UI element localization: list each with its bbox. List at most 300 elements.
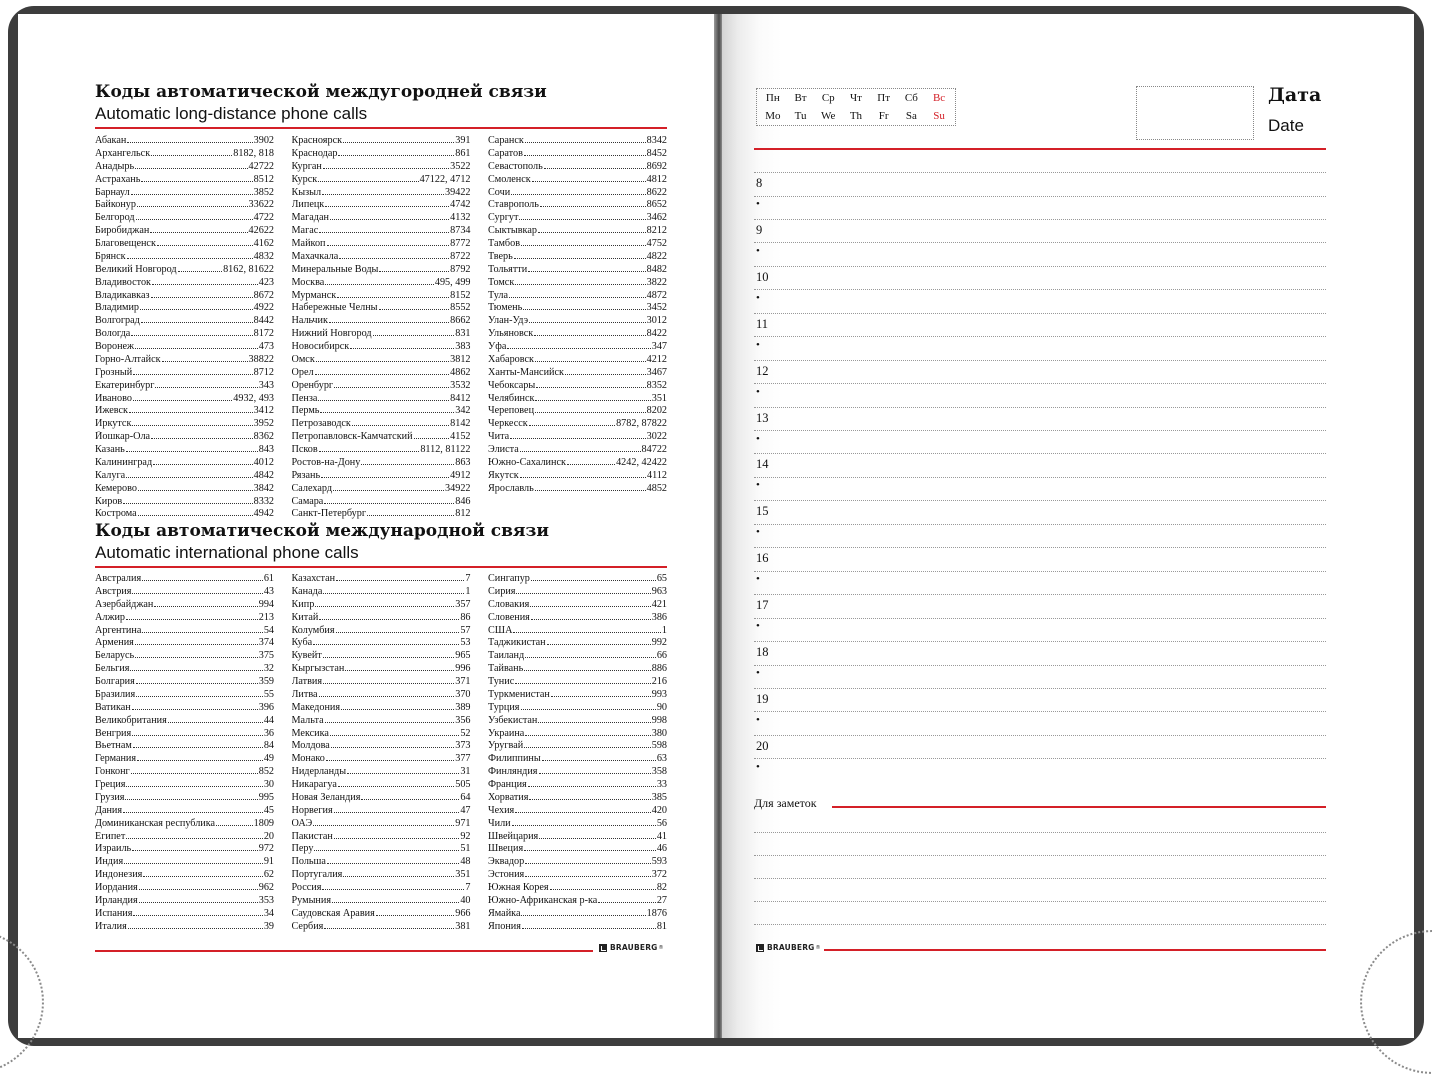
dot-leader: [133, 400, 232, 401]
city-code: 3822: [646, 276, 667, 288]
dot-leader: [123, 812, 263, 813]
country-entry: [488, 792, 667, 805]
dot-leader: [534, 335, 645, 336]
dot-leader: [524, 155, 646, 156]
brauberg-logo-left: [599, 943, 664, 952]
country-entry: [488, 818, 667, 831]
brand-mark: ®: [815, 944, 821, 951]
city-name: Красноярск: [291, 135, 343, 146]
half-hour-line[interactable]: [754, 242, 1326, 243]
dot-leader: [540, 206, 646, 207]
city-name: Уфа: [488, 341, 507, 352]
country-entry: [95, 818, 274, 831]
country-entry: [95, 882, 274, 895]
country-code: 40: [460, 894, 471, 906]
city-name: Смоленск: [488, 173, 531, 185]
country-entry: [488, 831, 667, 844]
city-name: Кемерово: [95, 482, 137, 494]
country-code: 48: [460, 856, 471, 868]
city-entry: [95, 161, 274, 174]
dot-leader: [322, 194, 444, 195]
city-entry: [292, 238, 471, 251]
dot-leader: [341, 709, 454, 710]
city-code: 812: [455, 508, 471, 520]
notes-divider: [832, 806, 1326, 808]
city-code: 383: [455, 341, 471, 352]
country-entry: [292, 586, 471, 599]
date-header-divider: [754, 148, 1326, 150]
country-entry: [488, 805, 667, 818]
dot-leader: [338, 155, 454, 156]
hour-line[interactable]: [754, 594, 1326, 595]
half-hour-line[interactable]: [754, 196, 1326, 197]
city-code: 4942: [253, 508, 274, 520]
country-code: 375: [258, 650, 274, 662]
weekday-3[interactable]: Ср: [821, 92, 835, 104]
country-code: 41: [656, 830, 667, 842]
city-name: Самара: [291, 495, 324, 507]
city-entry: [292, 161, 471, 174]
city-entry: [95, 431, 274, 444]
dot-leader: [139, 889, 258, 890]
dot-leader: [137, 206, 248, 207]
notes-line[interactable]: [754, 901, 1326, 902]
country-code: 33: [656, 779, 667, 790]
city-entry: [292, 431, 471, 444]
dot-leader: [330, 219, 449, 220]
city-code: 342: [455, 405, 471, 417]
city-entry: [95, 405, 274, 418]
city-entry: [95, 444, 274, 457]
dot-leader: [151, 155, 232, 156]
city-entry: [292, 393, 471, 406]
country-entry: [488, 702, 667, 715]
city-name: Благовещенск: [95, 238, 156, 249]
country-code: 389: [455, 701, 471, 713]
dot-leader: [524, 747, 651, 748]
country-entry: [488, 663, 667, 676]
country-name: Египет: [95, 830, 126, 842]
dot-leader: [321, 477, 449, 478]
weekday-4[interactable]: Чт: [849, 92, 862, 104]
country-code: 593: [651, 856, 667, 868]
country-code: 47: [460, 804, 471, 816]
hour-label: 17: [756, 598, 769, 613]
dot-leader: [138, 515, 253, 516]
dot-leader: [316, 361, 449, 362]
city-name: Абакан: [95, 135, 127, 146]
country-name: Бразилия: [95, 688, 136, 700]
country-entry: [292, 921, 471, 934]
dot-leader: [525, 657, 656, 658]
hour-line[interactable]: [754, 313, 1326, 314]
city-name: Череповец: [488, 405, 535, 417]
dot-leader: [536, 387, 645, 388]
city-entry: [95, 251, 274, 264]
half-hour-line[interactable]: [754, 524, 1326, 525]
hour-line[interactable]: [754, 219, 1326, 220]
hour-label: 13: [756, 410, 769, 425]
dot-leader: [334, 387, 449, 388]
city-name: Ставрополь: [488, 199, 539, 211]
international-divider: [95, 566, 667, 568]
city-name: Сыктывкар: [488, 225, 537, 237]
dot-leader: [538, 722, 650, 723]
dot-leader: [133, 747, 263, 748]
weekday-6[interactable]: Sa: [905, 110, 917, 122]
dot-leader: [128, 928, 263, 929]
city-name: Казань: [95, 444, 125, 455]
city-code: 343: [258, 379, 274, 391]
dot-leader: [519, 219, 645, 220]
dot-leader: [339, 258, 449, 259]
city-code: 84722: [641, 444, 667, 455]
notes-line[interactable]: [754, 924, 1326, 925]
country-entry: [292, 599, 471, 612]
dot-leader: [124, 863, 263, 864]
city-code: 8652: [646, 199, 667, 211]
country-entry: [292, 818, 471, 831]
city-name: Курск: [291, 173, 318, 185]
city-code: 4752: [646, 238, 667, 249]
country-entry: [95, 676, 274, 689]
country-entry: [488, 612, 667, 625]
hour-line[interactable]: [754, 688, 1326, 689]
city-entry: [292, 470, 471, 483]
country-entry: [292, 728, 471, 741]
dot-leader: [136, 696, 263, 697]
city-entry: [292, 148, 471, 161]
country-entry: [488, 715, 667, 728]
city-name: Якутск: [488, 469, 519, 481]
half-hour-line[interactable]: [754, 665, 1326, 666]
city-entry: [95, 238, 274, 251]
country-code: 91: [263, 856, 274, 868]
dot-leader: [512, 825, 656, 826]
city-code: 8662: [450, 315, 471, 327]
city-name: Брянск: [95, 250, 126, 262]
dot-leader: [334, 812, 460, 813]
city-entry: [292, 135, 471, 148]
dot-leader: [352, 425, 449, 426]
dot-leader: [542, 760, 656, 761]
city-code: 8452: [646, 147, 667, 159]
country-entry: [95, 740, 274, 753]
country-code: 65: [656, 573, 667, 584]
international-column-1: [95, 573, 274, 934]
dot-leader: [141, 181, 252, 182]
weekday-2[interactable]: Tu: [794, 110, 807, 122]
dot-leader: [334, 838, 459, 839]
country-name: Новая Зеландия: [291, 791, 361, 803]
weekday-7[interactable]: Su: [933, 110, 945, 122]
dot-leader: [153, 464, 252, 465]
half-hour-line[interactable]: [754, 430, 1326, 431]
country-entry: [95, 625, 274, 638]
dot-leader: [367, 515, 454, 516]
city-code: 8512: [253, 173, 274, 185]
city-entry: [95, 380, 274, 393]
city-entry: [292, 483, 471, 496]
country-entry: [488, 895, 667, 908]
date-box[interactable]: [1136, 86, 1254, 140]
domestic-column-1: [95, 135, 274, 521]
weekday-7[interactable]: Вс: [932, 92, 946, 104]
brand-name: BRAUBERG: [610, 943, 658, 952]
half-hour-bullet: •: [756, 479, 760, 492]
country-code: 66: [656, 650, 667, 662]
hour-line[interactable]: [754, 641, 1326, 642]
country-code: 1: [661, 624, 667, 636]
city-entry: [488, 277, 667, 290]
city-name: Магас: [291, 225, 319, 237]
half-hour-line[interactable]: [754, 336, 1326, 337]
country-code: 1809: [253, 817, 274, 829]
half-hour-bullet: •: [756, 338, 760, 351]
footer-divider-right: [824, 949, 1326, 951]
brand-name: BRAUBERG: [767, 943, 815, 952]
city-entry: [488, 431, 667, 444]
dot-leader: [336, 632, 460, 633]
weekday-5[interactable]: Пт: [877, 92, 891, 104]
dot-leader: [131, 194, 253, 195]
country-code: 86: [460, 611, 471, 623]
city-entry: [292, 367, 471, 380]
city-entry: [488, 405, 667, 418]
country-name: Саудовская Аравия: [291, 907, 375, 919]
hour-label: 10: [756, 269, 769, 284]
dot-leader: [318, 181, 418, 182]
country-code: 55: [263, 688, 274, 700]
weekday-1[interactable]: Пн: [765, 92, 780, 104]
country-name: Алжир: [95, 611, 126, 623]
country-name: Кувейт: [291, 650, 322, 662]
country-entry: [488, 766, 667, 779]
city-code: 4212: [646, 353, 667, 365]
country-name: Монако: [291, 753, 325, 765]
city-entry: [488, 341, 667, 354]
hour-line[interactable]: [754, 407, 1326, 408]
half-hour-bullet: •: [756, 385, 760, 398]
weekday-1[interactable]: Mo: [765, 110, 781, 122]
city-entry: [95, 508, 274, 521]
country-name: Вьетнам: [95, 740, 132, 752]
city-name: Йошкар-Ола: [95, 431, 151, 443]
country-name: Эстония: [488, 869, 525, 881]
dot-leader: [525, 142, 646, 143]
hour-line[interactable]: [754, 735, 1326, 736]
dot-leader: [131, 335, 252, 336]
dot-leader: [347, 773, 459, 774]
city-code: 4722: [253, 212, 274, 224]
city-code: 3462: [646, 212, 667, 224]
country-name: Италия: [95, 920, 127, 932]
city-name: Рязань: [291, 469, 321, 481]
country-code: 1876: [646, 907, 667, 919]
country-code: 963: [651, 585, 667, 597]
dot-leader: [135, 644, 258, 645]
city-name: Чебоксары: [488, 379, 536, 391]
country-code: 356: [455, 714, 471, 726]
dot-leader: [550, 889, 656, 890]
city-name: Тула: [488, 289, 508, 301]
city-code: 4152: [450, 431, 471, 443]
weekday-4[interactable]: Th: [849, 110, 863, 122]
city-entry: [488, 212, 667, 225]
city-entry: [292, 225, 471, 238]
country-code: 385: [651, 791, 667, 803]
half-hour-line[interactable]: [754, 477, 1326, 478]
country-entry: [95, 702, 274, 715]
city-code: 8692: [646, 160, 667, 172]
city-code: 8782, 87822: [616, 418, 667, 430]
dot-leader: [535, 490, 646, 491]
city-code: 38822: [248, 353, 274, 365]
city-name: Архангельск: [95, 147, 151, 159]
dot-leader: [379, 271, 449, 272]
dot-leader: [511, 194, 645, 195]
country-entry: [95, 637, 274, 650]
hour-line[interactable]: [754, 500, 1326, 501]
dot-leader: [331, 747, 454, 748]
notes-line[interactable]: [754, 832, 1326, 833]
dot-leader: [324, 928, 454, 929]
city-entry: [95, 264, 274, 277]
country-name: Бельгия: [95, 663, 130, 675]
city-entry: [95, 457, 274, 470]
dot-leader: [531, 580, 656, 581]
country-name: Южная Корея: [488, 882, 549, 893]
country-code: 372: [651, 869, 667, 881]
weekday-2[interactable]: Вт: [794, 92, 807, 104]
dot-leader: [155, 387, 257, 388]
city-name: Киров: [95, 495, 123, 507]
country-name: Польша: [291, 856, 326, 868]
country-name: Швеция: [488, 843, 524, 855]
notes-line[interactable]: [754, 855, 1326, 856]
dot-leader: [528, 786, 656, 787]
country-entry: [292, 625, 471, 638]
weekday-6[interactable]: Сб: [904, 92, 918, 104]
country-name: Ватикан: [95, 701, 131, 713]
dot-leader: [515, 284, 645, 285]
country-name: Болгария: [95, 676, 135, 687]
weekday-3[interactable]: We: [821, 110, 836, 122]
country-code: 353: [258, 894, 274, 906]
country-entry: [292, 843, 471, 856]
dot-leader: [323, 168, 449, 169]
country-name: Нидерланды: [291, 766, 347, 778]
dot-leader: [141, 322, 253, 323]
country-code: 505: [455, 779, 471, 790]
country-code: 216: [651, 676, 667, 687]
city-entry: [292, 496, 471, 509]
city-code: 473: [258, 341, 274, 352]
country-name: Япония: [488, 920, 521, 932]
country-name: Дания: [95, 804, 123, 816]
dot-leader: [154, 606, 257, 607]
dot-leader: [509, 297, 646, 298]
half-hour-line[interactable]: [754, 289, 1326, 290]
country-name: Израиль: [95, 843, 132, 855]
hour-line[interactable]: [754, 547, 1326, 548]
dot-leader: [325, 284, 434, 285]
half-hour-bullet: •: [756, 432, 760, 445]
weekday-5[interactable]: Fr: [878, 110, 889, 122]
dot-leader: [539, 838, 656, 839]
half-hour-line[interactable]: [754, 758, 1326, 759]
country-entry: [488, 856, 667, 869]
half-hour-line[interactable]: [754, 618, 1326, 619]
city-entry: [95, 483, 274, 496]
city-code: 8712: [253, 366, 274, 378]
country-code: 63: [656, 753, 667, 765]
half-hour-line[interactable]: [754, 383, 1326, 384]
dot-leader: [140, 309, 253, 310]
half-hour-line[interactable]: [754, 711, 1326, 712]
city-code: 3452: [646, 302, 667, 314]
international-codes-list: [95, 573, 667, 934]
country-name: Франция: [488, 779, 527, 790]
dot-leader: [319, 619, 459, 620]
dot-leader: [376, 915, 454, 916]
city-name: Саратов: [488, 147, 523, 159]
country-name: Турция: [488, 701, 520, 713]
city-name: Нальчик: [291, 315, 328, 327]
country-code: 351: [455, 869, 471, 881]
country-name: Латвия: [291, 676, 323, 687]
city-entry: [95, 328, 274, 341]
notes-line[interactable]: [754, 878, 1326, 879]
city-name: Магадан: [291, 212, 329, 224]
dot-leader: [332, 902, 459, 903]
dot-leader: [126, 619, 258, 620]
city-code: 4862: [450, 366, 471, 378]
hour-line[interactable]: [754, 172, 1326, 173]
city-code: 3812: [450, 353, 471, 365]
dot-leader: [565, 374, 646, 375]
dot-leader: [319, 232, 449, 233]
city-code: 3852: [253, 186, 274, 198]
country-entry: [95, 831, 274, 844]
city-entry: [488, 148, 667, 161]
city-code: 4912: [450, 469, 471, 481]
dot-leader: [322, 889, 464, 890]
hour-line[interactable]: [754, 453, 1326, 454]
half-hour-line[interactable]: [754, 571, 1326, 572]
city-code: 39422: [445, 186, 471, 198]
country-code: 45: [263, 804, 274, 816]
city-name: Воронеж: [95, 341, 135, 352]
city-code: 4112: [647, 469, 667, 481]
country-entry: [95, 792, 274, 805]
country-name: Казахстан: [291, 573, 336, 584]
city-code: 861: [455, 147, 471, 159]
city-name: Грозный: [95, 366, 133, 378]
city-code: 8734: [450, 225, 471, 237]
dot-leader: [535, 361, 646, 362]
dot-leader: [137, 760, 263, 761]
hour-line[interactable]: [754, 360, 1326, 361]
domestic-codes-list: [95, 135, 667, 521]
country-name: Македония: [291, 701, 341, 713]
brauberg-logo-right: [756, 943, 821, 952]
hour-line[interactable]: [754, 266, 1326, 267]
dot-leader: [525, 876, 650, 877]
city-code: 8672: [253, 289, 274, 301]
city-name: Кострома: [95, 508, 137, 520]
country-entry: [292, 805, 471, 818]
